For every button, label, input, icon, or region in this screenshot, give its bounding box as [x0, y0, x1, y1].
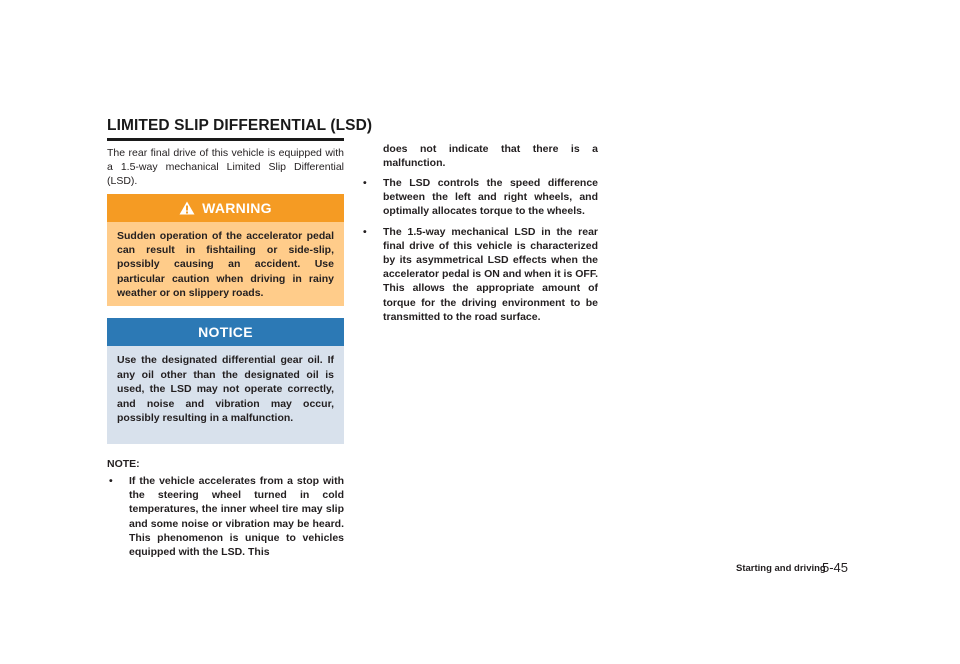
warning-text: Sudden operation of the accelerator pedal can result in fishtailing or side-slip, possibly causing an accident. Use particular caution when driving in rainy weather or on slippery roads. [117, 230, 334, 299]
warning-label: WARNING [202, 200, 272, 216]
note-list-right [361, 176, 598, 330]
intro-paragraph: The rear final drive of this vehicle is equipped with a 1.5-way mechanical Limited Slip Differential (LSD). [107, 147, 344, 187]
note-item-continuation: does not indicate that there is a malfunction. [383, 143, 598, 170]
bullet-icon: • [363, 225, 367, 238]
list-item [361, 225, 598, 324]
footer-section-name: Starting and driving [736, 563, 826, 574]
notice-label: NOTICE [198, 324, 253, 340]
note-item-text: The 1.5-way mechanical LSD in the rear final drive of this vehicle is characterized by its asymmetrical LSD effects when the accelerator pedal is ON and when it is OFF. This allows the appropriate amount of torque for the driving environment to be transmitted to the road surface. [383, 225, 598, 323]
note-item-text: If the vehicle accelerates from a stop with the steering wheel turned in cold temperatures, the inner wheel tire may slip and some noise or vibration may be heard. This phenomenon is unique to vehicles equipped with the LSD. This [129, 475, 344, 559]
section-title: LIMITED SLIP DIFFERENTIAL (LSD) [107, 117, 373, 134]
title-rule [107, 138, 344, 141]
note-item-text: The LSD controls the speed difference between the left and right wheels, and optimally allocates torque to the wheels. [383, 177, 598, 218]
note-label: NOTE: [107, 458, 140, 470]
warning-triangle-icon [179, 201, 195, 215]
notice-header [107, 318, 344, 346]
notice-text: Use the designated differential gear oil. If any oil other than the designated oil is used, the LSD may not operate correctly, and noise and vibration may occur, possibly resulting in a malfunction. [117, 354, 334, 425]
bullet-icon: • [363, 177, 367, 189]
list-item [107, 474, 344, 559]
notice-box [107, 318, 344, 444]
list-item [361, 176, 598, 219]
warning-header [107, 194, 344, 222]
warning-box [107, 194, 344, 306]
bullet-icon: • [109, 475, 113, 487]
page-number: 5-45 [822, 560, 849, 575]
note-list-left [107, 474, 344, 565]
